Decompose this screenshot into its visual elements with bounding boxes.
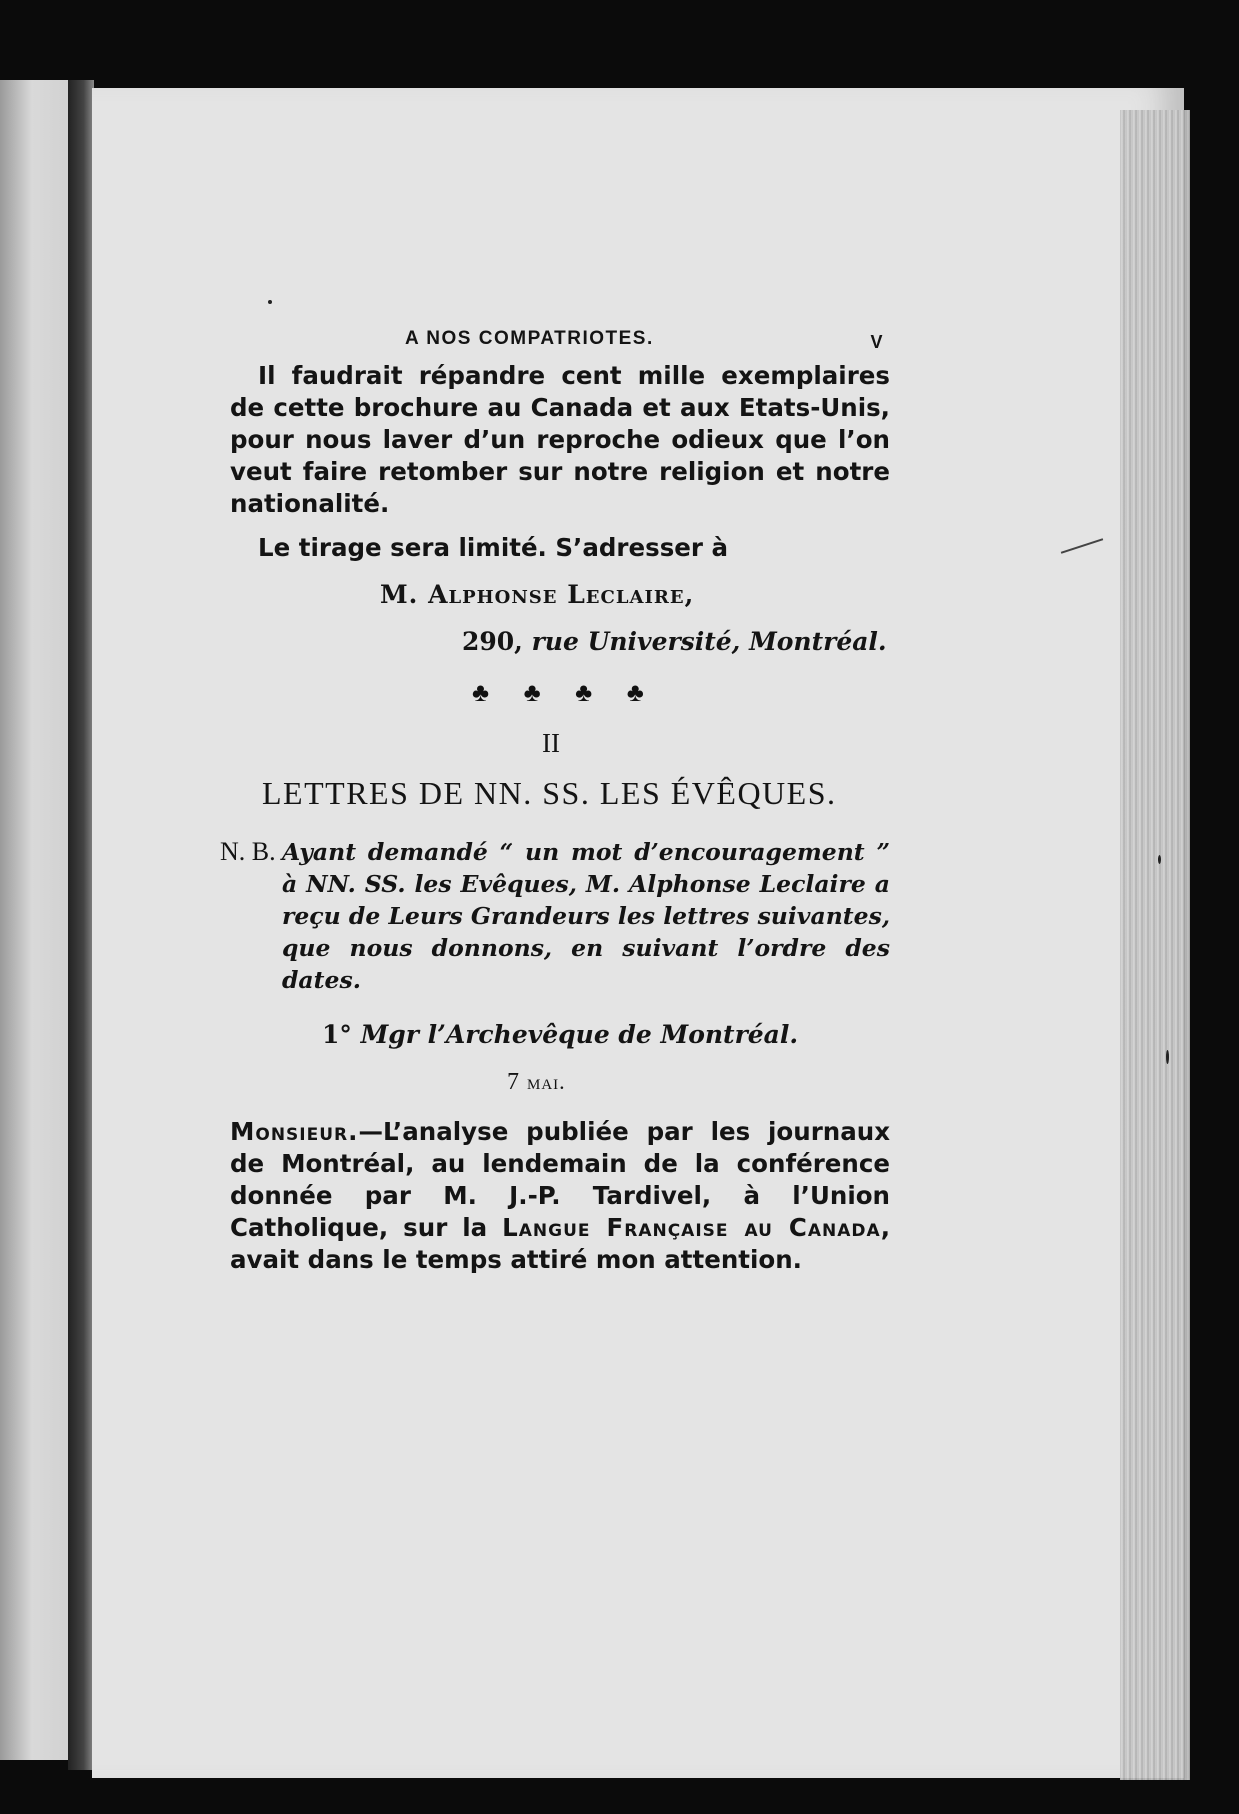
date-month: mai. [527,1069,566,1094]
intro-line: pour nous laver d’un reproche odieux que l’on [230,425,890,454]
note-label: N. B. [220,837,276,866]
intro-line: veut faire retomber sur notre religion et notre [230,457,890,486]
date-day: 7 [507,1069,520,1095]
fleuron-ornament: ♣ ♣ ♣ ♣ [472,678,658,707]
scan-speck [1158,855,1161,864]
letter-text-smallcaps: Langue Française au Canada [502,1213,881,1242]
editorial-note [220,836,890,996]
letter-text-part: —L’analyse publiée par les journaux de Montréal, au lendemain de la conférence donnée par M. J.-P. Tardivel, à l’Union Catholique, sur la [230,1117,890,1242]
letter-salutation: Monsieur. [230,1117,359,1146]
distribution-note: Le tirage sera limité. S’adresser à [258,533,729,562]
address-number: 290, [462,627,523,656]
letter-body [230,1116,890,1276]
intro-line: de cette brochure au Canada et aux Etats-Unis, [230,393,890,422]
letter-heading [322,1020,890,1049]
address-street-name: rue Université, Montréal. [531,627,887,656]
address-street [462,627,890,656]
address-name: M. Alphonse Leclaire, [380,580,695,609]
scan-speck [1166,1050,1169,1064]
running-head [230,320,890,360]
section-number: II [542,728,560,758]
intro-line: Il faudrait répandre cent mille exemplaires [258,361,890,390]
running-title: A NOS COMPATRIOTES. [405,328,654,349]
intro-line: nationalité. [230,489,390,518]
scan-speck [268,300,272,304]
letter-author: Mgr l’Archevêque de Montréal. [360,1020,799,1049]
page-content [220,320,890,1276]
page-number: V [870,332,884,352]
letter-number: 1° [322,1020,352,1049]
letter-date [507,1069,890,1096]
page-stack-edge [1120,110,1190,1780]
letter-text-part: , avait dans le temps attiré mon attention. [230,1213,890,1274]
note-text: Ayant demandé “ un mot d’encouragement ” à NN. SS. les Evêques, M. Alphonse Leclaire a reçu de Leurs Grandeurs les lettres suivantes, que nous donnons, en suivant l’ordre des dates. [282,838,890,994]
book-gutter [68,80,94,1770]
section-title: LETTRES DE NN. SS. LES ÉVÊQUES. [262,775,837,811]
intro-paragraph [230,360,890,520]
